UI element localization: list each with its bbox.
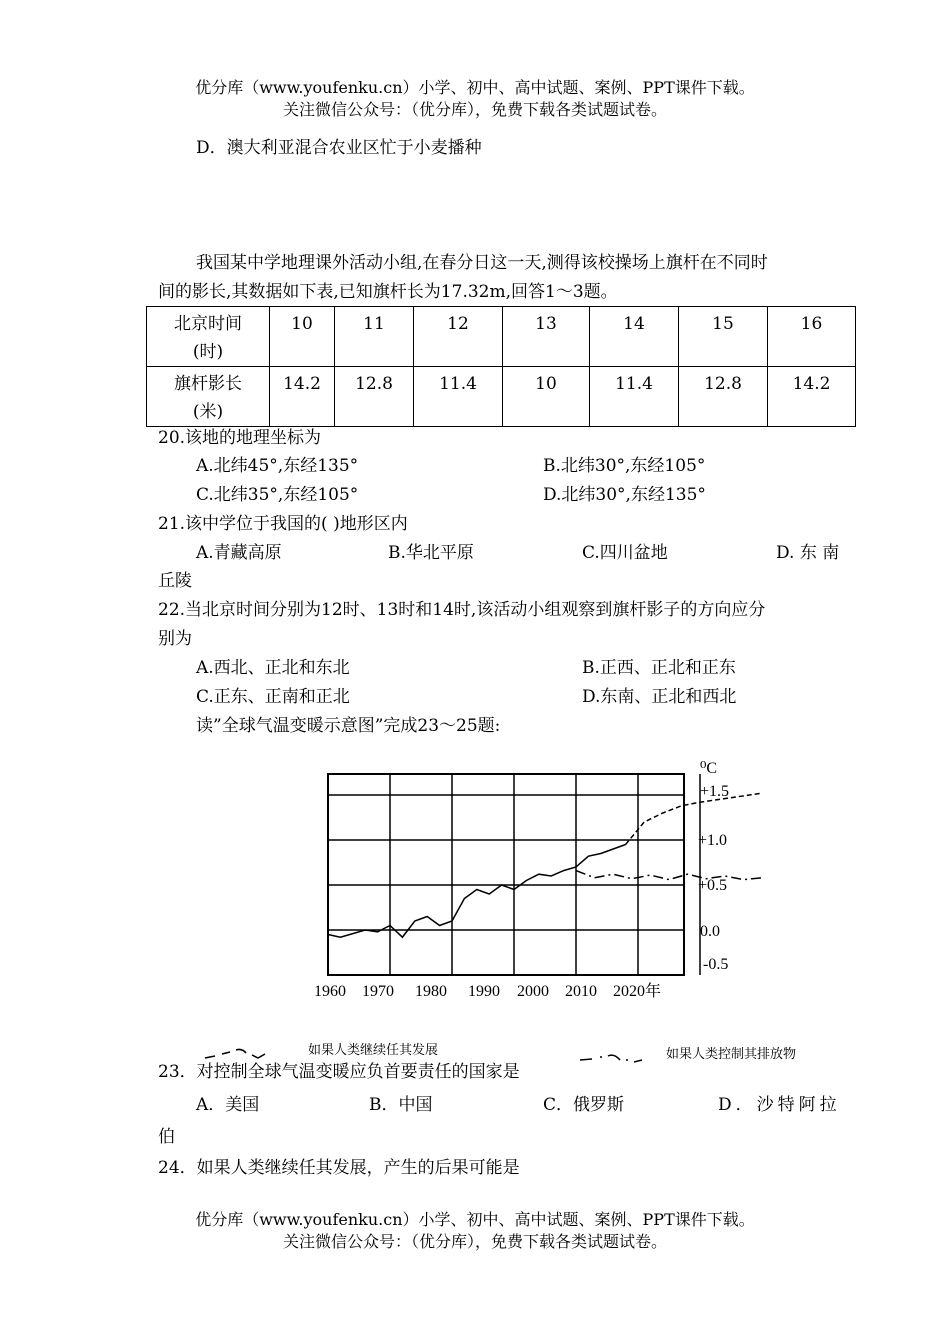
x-tick-label: 2000 [517,983,549,1000]
length-cell: 11.4 [414,367,503,427]
chart-frame [328,774,684,975]
chart-series [328,793,762,937]
q23-option-d: D．沙特阿拉 [718,1095,841,1115]
q20-option-d: D.北纬30°,东经135° [543,485,706,505]
chart-intro: 读”全球气温变暖示意图”完成23～25题: [196,716,501,736]
length-cell: 10 [503,367,590,427]
hour-cell: 10 [270,307,335,367]
header-line-2: 关注微信公众号：（优分库），免费下载各类试题试卷。 [282,100,667,119]
q20-option-c: C.北纬35°,东经105° [196,485,359,505]
x-tick-label: 1980 [415,983,447,1000]
q22-option-d: D.东南、正北和西北 [582,687,737,707]
legend-control-label: 如果人类控制其排放物 [666,1046,797,1061]
q20-option-a: A.北纬45°,东经135° [196,456,359,476]
length-cell: 14.2 [270,367,335,427]
x-tick-label: 1960 [314,983,346,1000]
row-header-time-unit: (时) [192,342,224,363]
header-line-1: 优分库（www.youfenku.cn）小学、初中、高中试题、案例、PPT课件下载。 [195,78,755,97]
footer-line-1: 优分库（www.youfenku.cn）小学、初中、高中试题、案例、PPT课件下载。 [195,1210,755,1229]
row-header-time-label: 北京时间 [174,314,242,334]
q20-stem: 20.该地的地理坐标为 [158,428,322,448]
footer-line-2: 关注微信公众号：（优分库），免费下载各类试题试卷。 [282,1232,667,1251]
q23-option-c: C．俄罗斯 [543,1095,625,1115]
hour-cell: 16 [768,307,856,367]
q21-stem: 21.该中学位于我国的( )地形区内 [158,514,408,534]
x-tick-label: 1970 [362,983,394,1000]
q22-option-b: B.正西、正北和正东 [582,658,736,678]
series-line-dash-dot [576,871,762,880]
x-tick-label: 2020年 [613,983,662,1000]
legend-dashed-line [205,1049,265,1058]
x-tick-label: 2010 [565,983,597,1000]
row-header-length-label: 旗杆影长 [174,374,242,395]
y-tick-label: +0.5 [698,877,728,894]
hour-cell: 11 [335,307,414,367]
q21-option-b: B.华北平原 [388,543,474,563]
q22-stem-line-2: 别为 [158,629,192,649]
legend-continue-label: 如果人类继续任其发展 [308,1042,439,1057]
y-tick-label: 0.0 [700,923,720,940]
chart-grid [328,774,700,975]
series-line-solid [328,845,626,938]
length-cell: 11.4 [590,367,679,427]
previous-option-d: D．澳大利亚混合农业区忙于小麦播种 [196,138,482,158]
row-header-length-unit: (米) [192,402,224,423]
x-tick-label: 1990 [468,983,500,1000]
hour-cell: 15 [679,307,768,367]
q24-stem: 24．如果人类继续任其发展，产生的后果可能是 [158,1158,520,1178]
q23-option-a: A．美国 [196,1095,260,1115]
y-tick-label: +1.0 [698,832,728,849]
y-unit-label: ⁰C [700,760,718,777]
legend-dashdot-line [580,1055,642,1062]
q23-stem: 23．对控制全球气温变暖应负首要责任的国家是 [158,1062,520,1082]
q21-option-a: A.青藏高原 [196,543,282,563]
hour-cell: 12 [414,307,503,367]
series-line-dashed [626,793,762,844]
q22-option-a: A.西北、正北和东北 [196,658,350,678]
intro-line-1: 我国某中学地理课外活动小组,在春分日这一天,测得该校操场上旗杆在不同时 [196,253,768,273]
q21-option-d-continued: 丘陵 [158,571,192,591]
hour-cell: 13 [503,307,590,367]
q21-option-c: C.四川盆地 [582,543,668,563]
hour-cell: 14 [590,307,679,367]
q23-option-d-continued: 伯 [158,1127,175,1147]
length-cell: 14.2 [768,367,856,427]
q22-option-c: C.正东、正南和正北 [196,687,350,707]
q22-stem-line-1: 22.当北京时间分别为12时、13时和14时,该活动小组观察到旗杆影子的方向应分 [158,600,766,620]
q20-option-b: B.北纬30°,东经105° [543,456,706,476]
q23-option-b: B．中国 [369,1095,433,1115]
intro-line-2: 间的影长,其数据如下表,已知旗杆长为17.32m,回答1～3题。 [158,282,618,302]
y-tick-label: +1.5 [700,783,730,800]
length-cell: 12.8 [335,367,414,427]
length-cell: 12.8 [679,367,768,427]
q21-option-d: D. 东 南 [776,543,840,563]
y-tick-label: -0.5 [703,956,729,973]
